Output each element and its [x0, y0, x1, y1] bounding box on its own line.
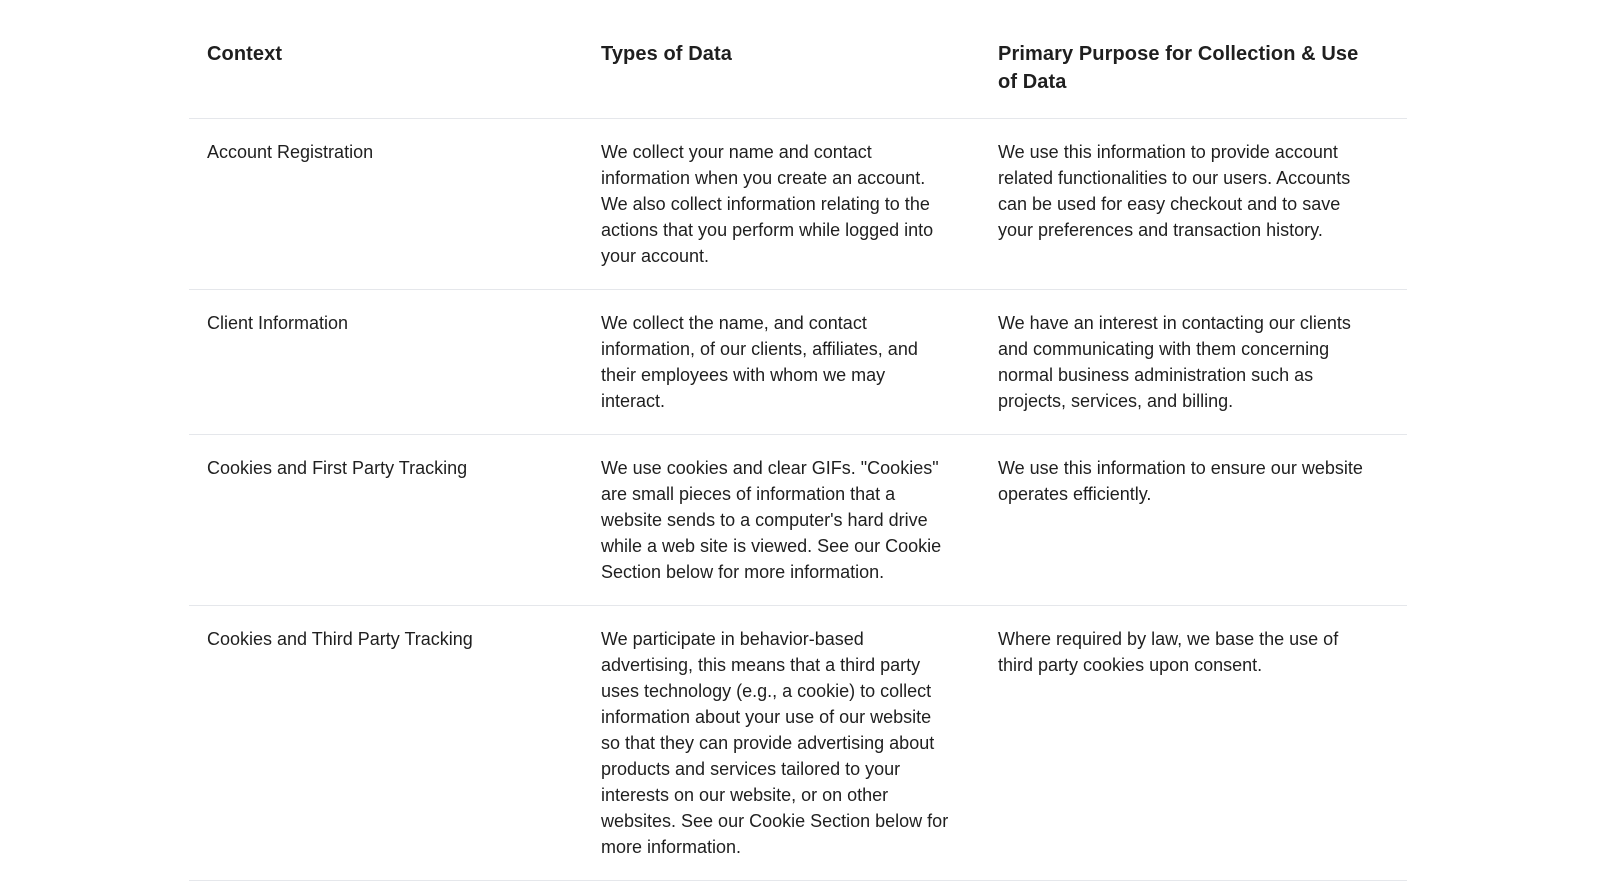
column-header-context: Context [189, 40, 601, 119]
cell-context: Cookies and First Party Tracking [189, 435, 601, 606]
cell-primary-purpose: We use this information to provide account related functionalities to our users. Accounts can be used for easy checkout and to save your preferences and transaction history. [998, 119, 1407, 290]
table-header-row [189, 40, 1407, 119]
cell-context: Client Information [189, 290, 601, 435]
data-collection-table-container [189, 0, 1407, 881]
cell-context: Account Registration [189, 119, 601, 290]
cell-types-of-data: We use cookies and clear GIFs. "Cookies" are small pieces of information that a website sends to a computer's hard drive while a web site is viewed. See our Cookie Section below for more information. [601, 435, 998, 606]
cell-primary-purpose: We use this information to ensure our website operates efficiently. [998, 435, 1407, 606]
cell-types-of-data: We collect your name and contact information when you create an account. We also collect information relating to the actions that you perform while logged into your account. [601, 119, 998, 290]
table-row-client-information [189, 290, 1407, 435]
data-collection-table [189, 40, 1407, 881]
table-row-cookies-third-party [189, 606, 1407, 881]
column-header-types-of-data: Types of Data [601, 40, 998, 119]
cell-primary-purpose: We have an interest in contacting our clients and communicating with them concerning normal business administration such as projects, services, and billing. [998, 290, 1407, 435]
cell-context: Cookies and Third Party Tracking [189, 606, 601, 881]
table-row-cookies-first-party [189, 435, 1407, 606]
table-row-account-registration [189, 119, 1407, 290]
cell-primary-purpose: Where required by law, we base the use of third party cookies upon consent. [998, 606, 1407, 881]
cell-types-of-data: We collect the name, and contact information, of our clients, affiliates, and their employees with whom we may interact. [601, 290, 998, 435]
column-header-primary-purpose: Primary Purpose for Collection & Use of Data [998, 40, 1407, 119]
cell-types-of-data: We participate in behavior-based advertising, this means that a third party uses technology (e.g., a cookie) to collect information about your use of our website so that they can provide advertising about products and services tailored to your interests on our website, or on other websites. See our Cookie Section below for more information. [601, 606, 998, 881]
